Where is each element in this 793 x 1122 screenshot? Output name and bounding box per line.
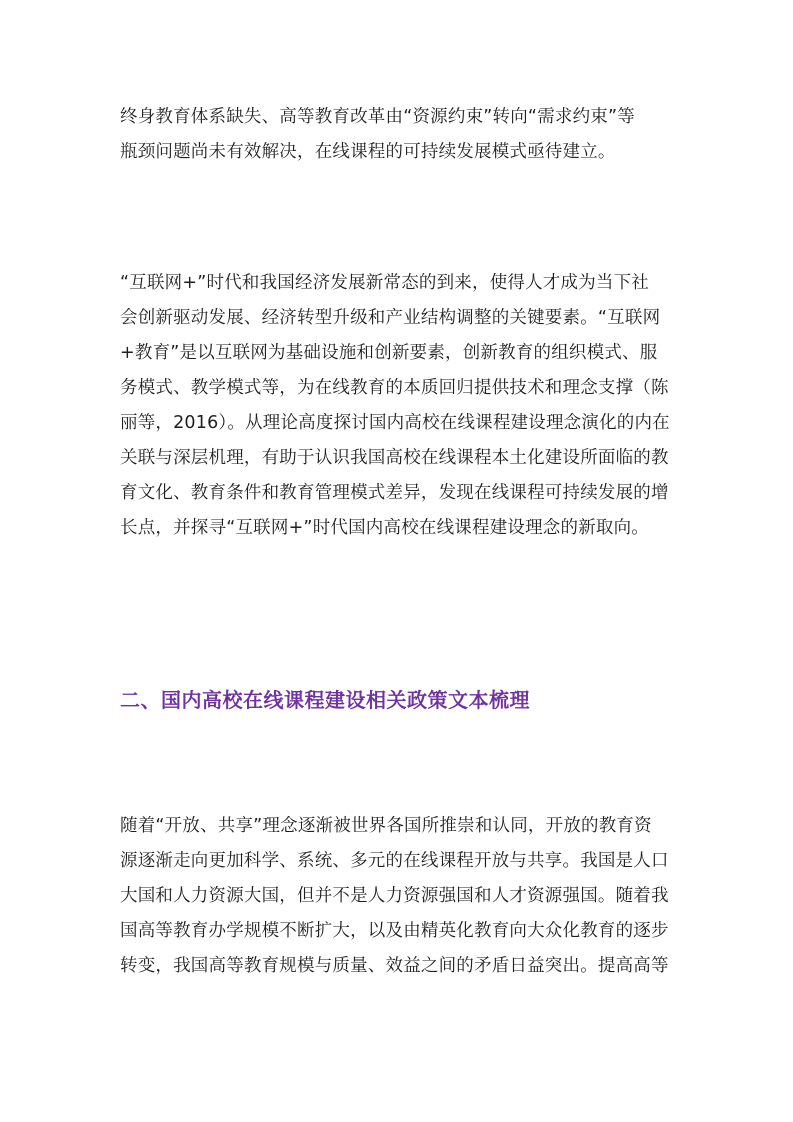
text-line: 会创新驱动发展、经济转型升级和产业结构调整的关键要素。“互联网 <box>120 308 661 328</box>
text-line: 转变，我国高等教育规模与质量、效益之间的矛盾日益突出。提高高等 <box>120 956 669 976</box>
text-line: +教育”是以互联网为基础设施和创新要素，创新教育的组织模式、服 <box>120 343 658 363</box>
text-line: 国高等教育办学规模不断扩大，以及由精英化教育向大众化教育的逐步 <box>120 921 669 941</box>
paragraph-internet-plus <box>120 266 676 546</box>
text-line: 随着“开放、共享”理念逐渐被世界各国所推崇和认同，开放的教育资 <box>120 816 652 836</box>
paragraph-intro-tail <box>120 100 676 170</box>
text-line: 育文化、教育条件和教育管理模式差异，发现在线课程可持续发展的增 <box>120 483 669 503</box>
text-line: “互联网+”时代和我国经济发展新常态的到来，使得人才成为当下社 <box>120 273 649 293</box>
paragraph-open-sharing <box>120 809 676 984</box>
text-line: 丽等，2016）。从理论高度探讨国内高校在线课程建设理念演化的内在 <box>120 413 670 433</box>
text-line: 终身教育体系缺失、高等教育改革由“资源约束”转向“需求约束”等 <box>120 107 635 127</box>
text-line: 源逐渐走向更加科学、系统、多元的在线课程开放与共享。我国是人口 <box>120 851 669 871</box>
section-heading: 二、国内高校在线课程建设相关政策文本梳理 <box>120 688 530 712</box>
text-line: 务模式、教学模式等，为在线教育的本质回归提供技术和理念支撑（陈 <box>120 378 669 398</box>
text-line: 瓶颈问题尚未有效解决，在线课程的可持续发展模式亟待建立。 <box>120 142 616 162</box>
text-line: 关联与深层机理，有助于认识我国高校在线课程本土化建设所面临的教 <box>120 448 669 468</box>
text-line: 大国和人力资源大国，但并不是人力资源强国和人才资源强国。随着我 <box>120 886 669 906</box>
text-line: 长点，并探寻“互联网+”时代国内高校在线课程建设理念的新取向。 <box>120 518 649 538</box>
